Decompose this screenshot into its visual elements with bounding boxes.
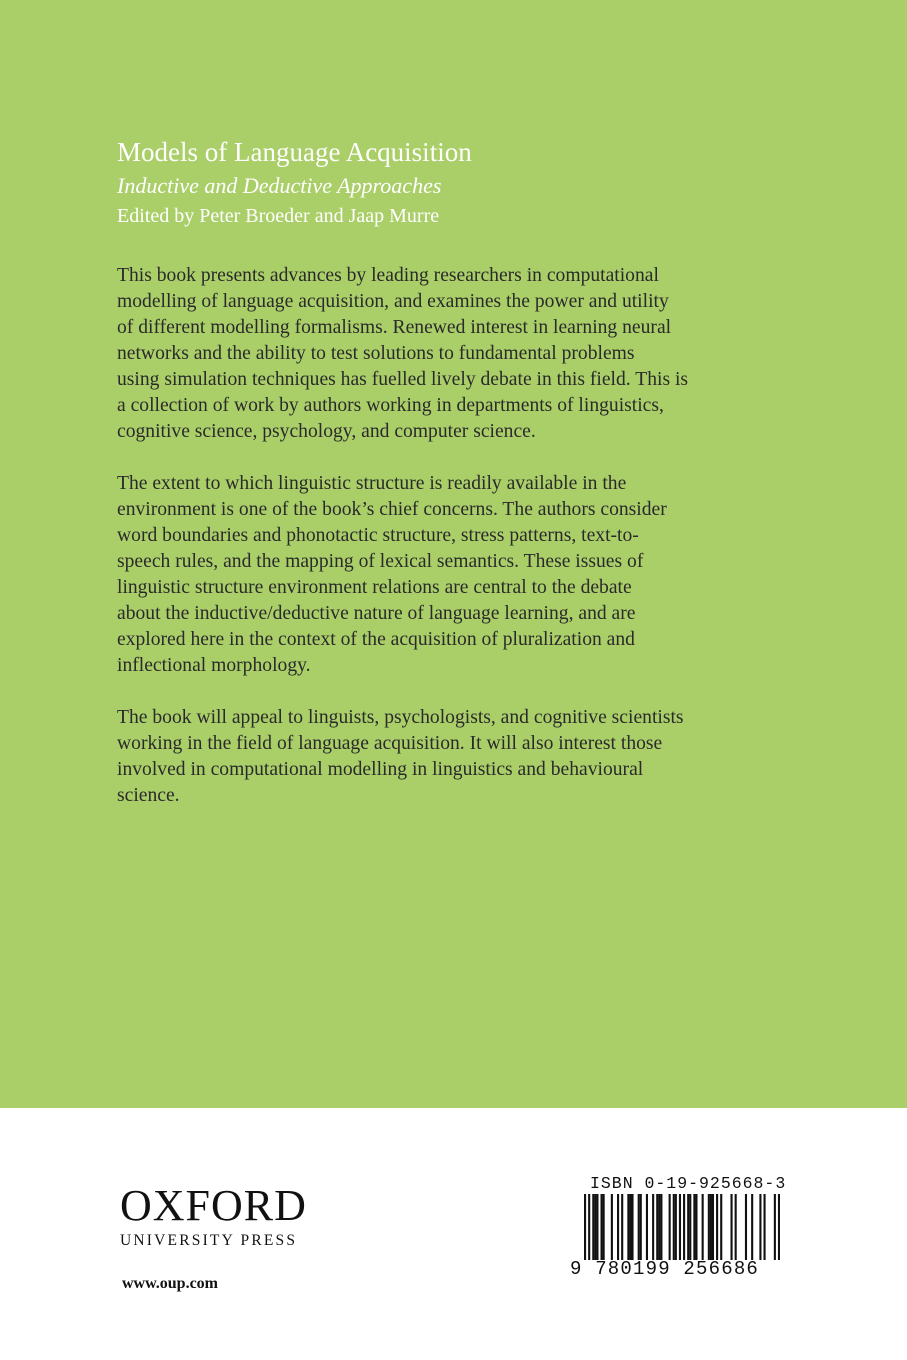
oxford-logo	[120, 1181, 307, 1250]
blurb	[117, 263, 837, 835]
barcode-bar	[652, 1194, 654, 1260]
blurb-line: The extent to which linguistic structure is readily available in the	[117, 473, 627, 494]
barcode-digits: 9 780199 256686	[570, 1258, 760, 1280]
blurb-line: involved in computational modelling in linguistics and behavioural	[117, 759, 644, 780]
book-title: Models of Language Acquisition	[117, 137, 472, 167]
barcode-bar	[646, 1194, 648, 1260]
blurb-line: working in the field of language acquisition. It will also interest those	[117, 733, 663, 754]
barcode-bar	[640, 1194, 642, 1260]
barcode-bar	[751, 1194, 753, 1260]
blurb-line: explored here in the context of the acquisition of pluralization and	[117, 629, 635, 650]
barcode-bar	[629, 1194, 631, 1260]
publisher-website[interactable]: www.oup.com	[122, 1275, 219, 1292]
barcode-bar	[720, 1194, 722, 1260]
blurb-line: linguistic structure environment relations are central to the debate	[117, 577, 632, 598]
barcode-bar	[611, 1194, 613, 1260]
barcode-bar	[763, 1194, 765, 1260]
barcode-bar	[627, 1194, 629, 1260]
barcode-bar	[596, 1194, 598, 1260]
blurb-line: using simulation techniques has fuelled lively debate in this field. This is	[117, 369, 689, 390]
blurb-line: modelling of language acquisition, and examines the power and utility	[117, 291, 669, 312]
barcode-bar	[584, 1194, 586, 1260]
barcode-bar	[730, 1194, 732, 1260]
book-subtitle: Inductive and Deductive Approaches	[117, 173, 442, 198]
blurb-line: cognitive science, psychology, and computer science.	[117, 421, 536, 442]
barcode-bar	[675, 1194, 677, 1260]
barcode-bar	[594, 1194, 596, 1260]
barcode-bar	[774, 1194, 776, 1260]
blurb-line: inflectional morphology.	[117, 655, 311, 676]
barcode-bar	[695, 1194, 697, 1260]
barcode-graphic	[584, 1194, 780, 1260]
isbn-label: ISBN 0-19-925668-3	[590, 1174, 787, 1193]
barcode-bar	[716, 1194, 718, 1260]
barcode-bar	[656, 1194, 658, 1260]
barcode-bar	[617, 1194, 619, 1260]
blurb-paragraph-2	[117, 471, 837, 679]
barcode-bar	[631, 1194, 633, 1260]
barcode-bar	[689, 1194, 691, 1260]
barcode-bar	[683, 1194, 685, 1260]
barcode-bar	[601, 1194, 603, 1260]
logo-press: UNIVERSITY PRESS	[120, 1232, 298, 1249]
blurb-paragraph-1	[117, 263, 837, 445]
barcode-bar	[710, 1194, 712, 1260]
logo-wordmark: OXFORD	[120, 1181, 307, 1230]
blurb-line: science.	[117, 785, 180, 806]
blurb-line: networks and the ability to test solutions to fundamental problems	[117, 343, 635, 364]
barcode-bar	[745, 1194, 747, 1260]
barcode-bar	[592, 1194, 594, 1260]
barcode-bar	[679, 1194, 681, 1260]
book-editors: Edited by Peter Broeder and Jaap Murre	[117, 205, 440, 227]
barcode-bar	[669, 1194, 671, 1260]
blurb-line: speech rules, and the mapping of lexical semantics. These issues of	[117, 551, 644, 572]
blurb-line: This book presents advances by leading researchers in computational	[117, 265, 659, 286]
barcode-bar	[712, 1194, 714, 1260]
blurb-line: about the inductive/deductive nature of language learning, and are	[117, 603, 636, 624]
blurb-paragraph-3	[117, 705, 837, 809]
barcode-bar	[638, 1194, 640, 1260]
blurb-line: environment is one of the book’s chief concerns. The authors consider	[117, 499, 667, 520]
barcode-bar	[778, 1194, 780, 1260]
blurb-line: The book will appeal to linguists, psychologists, and cognitive scientists	[117, 707, 684, 728]
barcode-bar	[658, 1194, 660, 1260]
barcode-bar	[603, 1194, 605, 1260]
title-block	[117, 133, 817, 231]
barcode-bar	[702, 1194, 704, 1260]
barcode-bar	[759, 1194, 761, 1260]
barcode-bar	[693, 1194, 695, 1260]
barcode-bar	[735, 1194, 737, 1260]
blurb-line: word boundaries and phonotactic structure, stress patterns, text-to-	[117, 525, 639, 546]
barcode-bar	[621, 1194, 623, 1260]
blurb-line: a collection of work by authors working in departments of linguistics,	[117, 395, 664, 416]
barcode-bar	[673, 1194, 675, 1260]
barcode-bar	[588, 1194, 590, 1260]
barcode-bar	[708, 1194, 710, 1260]
barcode-bar	[687, 1194, 689, 1260]
barcode-bar	[660, 1194, 662, 1260]
blurb-line: of different modelling formalisms. Renewed interest in learning neural	[117, 317, 672, 338]
